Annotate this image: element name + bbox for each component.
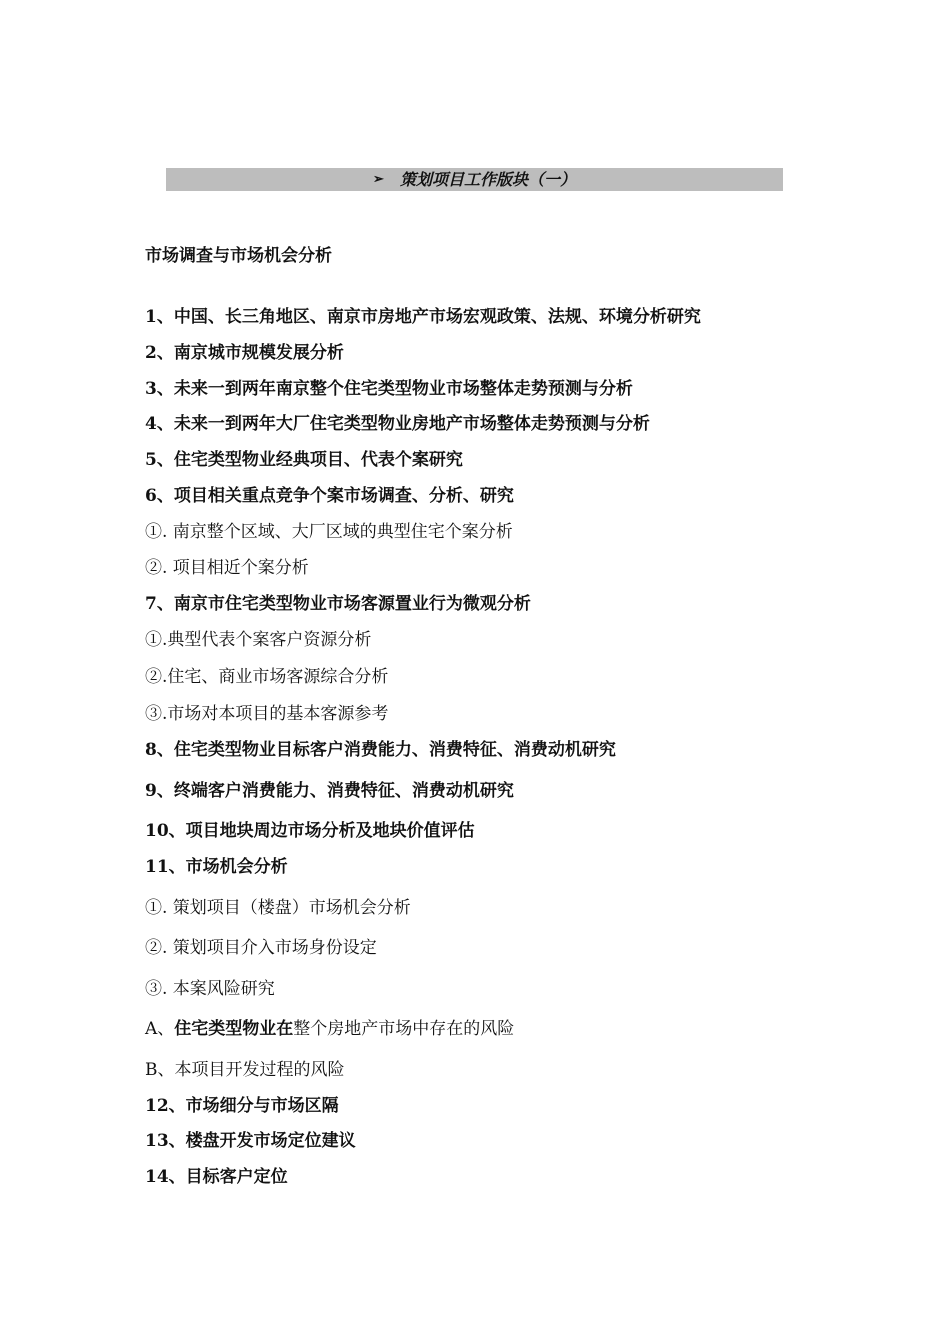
list-subitem: ①. 策划项目（楼盘）市场机会分析 (145, 898, 411, 918)
list-item: 9、终端客户消费能力、消费特征、消费动机研究 (145, 781, 514, 801)
list-item: 3、未来一到两年南京整个住宅类型物业市场整体走势预测与分析 (145, 379, 633, 399)
list-item: 6、项目相关重点竞争个案市场调查、分析、研究 (145, 486, 514, 506)
list-subitem: ③.市场对本项目的基本客源参考 (145, 704, 389, 724)
list-item: 12、市场细分与市场区隔 (145, 1096, 339, 1116)
risk-a-bold: 住宅类型物业在 (174, 1019, 294, 1039)
risk-a-rest: 整个房地产市场中存在的风险 (293, 1019, 515, 1039)
arrow-bullet-icon: ➢ (373, 172, 384, 187)
list-item: 8、住宅类型物业目标客户消费能力、消费特征、消费动机研究 (145, 740, 616, 760)
list-subitem: ②.住宅、商业市场客源综合分析 (145, 667, 389, 687)
list-subitem: ②. 项目相近个案分析 (145, 558, 309, 578)
list-item: 11、市场机会分析 (145, 857, 288, 877)
list-subitem: ①. 南京整个区域、大厂区域的典型住宅个案分析 (145, 522, 513, 542)
list-subitem: ③. 本案风险研究 (145, 979, 275, 999)
list-subitem: ①.典型代表个案客户资源分析 (145, 630, 372, 650)
list-item: 2、南京城市规模发展分析 (145, 343, 344, 363)
list-item: 4、未来一到两年大厂住宅类型物业房地产市场整体走势预测与分析 (145, 414, 650, 434)
list-item: 14、目标客户定位 (145, 1167, 288, 1187)
list-subitem (145, 1017, 514, 1041)
list-item: 5、住宅类型物业经典项目、代表个案研究 (145, 450, 463, 470)
list-item: 7、南京市住宅类型物业市场客源置业行为微观分析 (145, 594, 531, 614)
section-header-bar (166, 168, 783, 191)
header-title: 策划项目工作版块（一） (399, 170, 576, 189)
section-title: 市场调查与市场机会分析 (145, 246, 332, 266)
risk-a-prefix: A、 (145, 1019, 175, 1039)
list-subitem: B、本项目开发过程的风险 (145, 1060, 345, 1080)
list-item: 10、项目地块周边市场分析及地块价值评估 (145, 821, 475, 841)
list-item: 13、楼盘开发市场定位建议 (145, 1131, 356, 1151)
list-subitem: ②. 策划项目介入市场身份设定 (145, 938, 377, 958)
list-item: 1、中国、长三角地区、南京市房地产市场宏观政策、法规、环境分析研究 (145, 307, 701, 327)
